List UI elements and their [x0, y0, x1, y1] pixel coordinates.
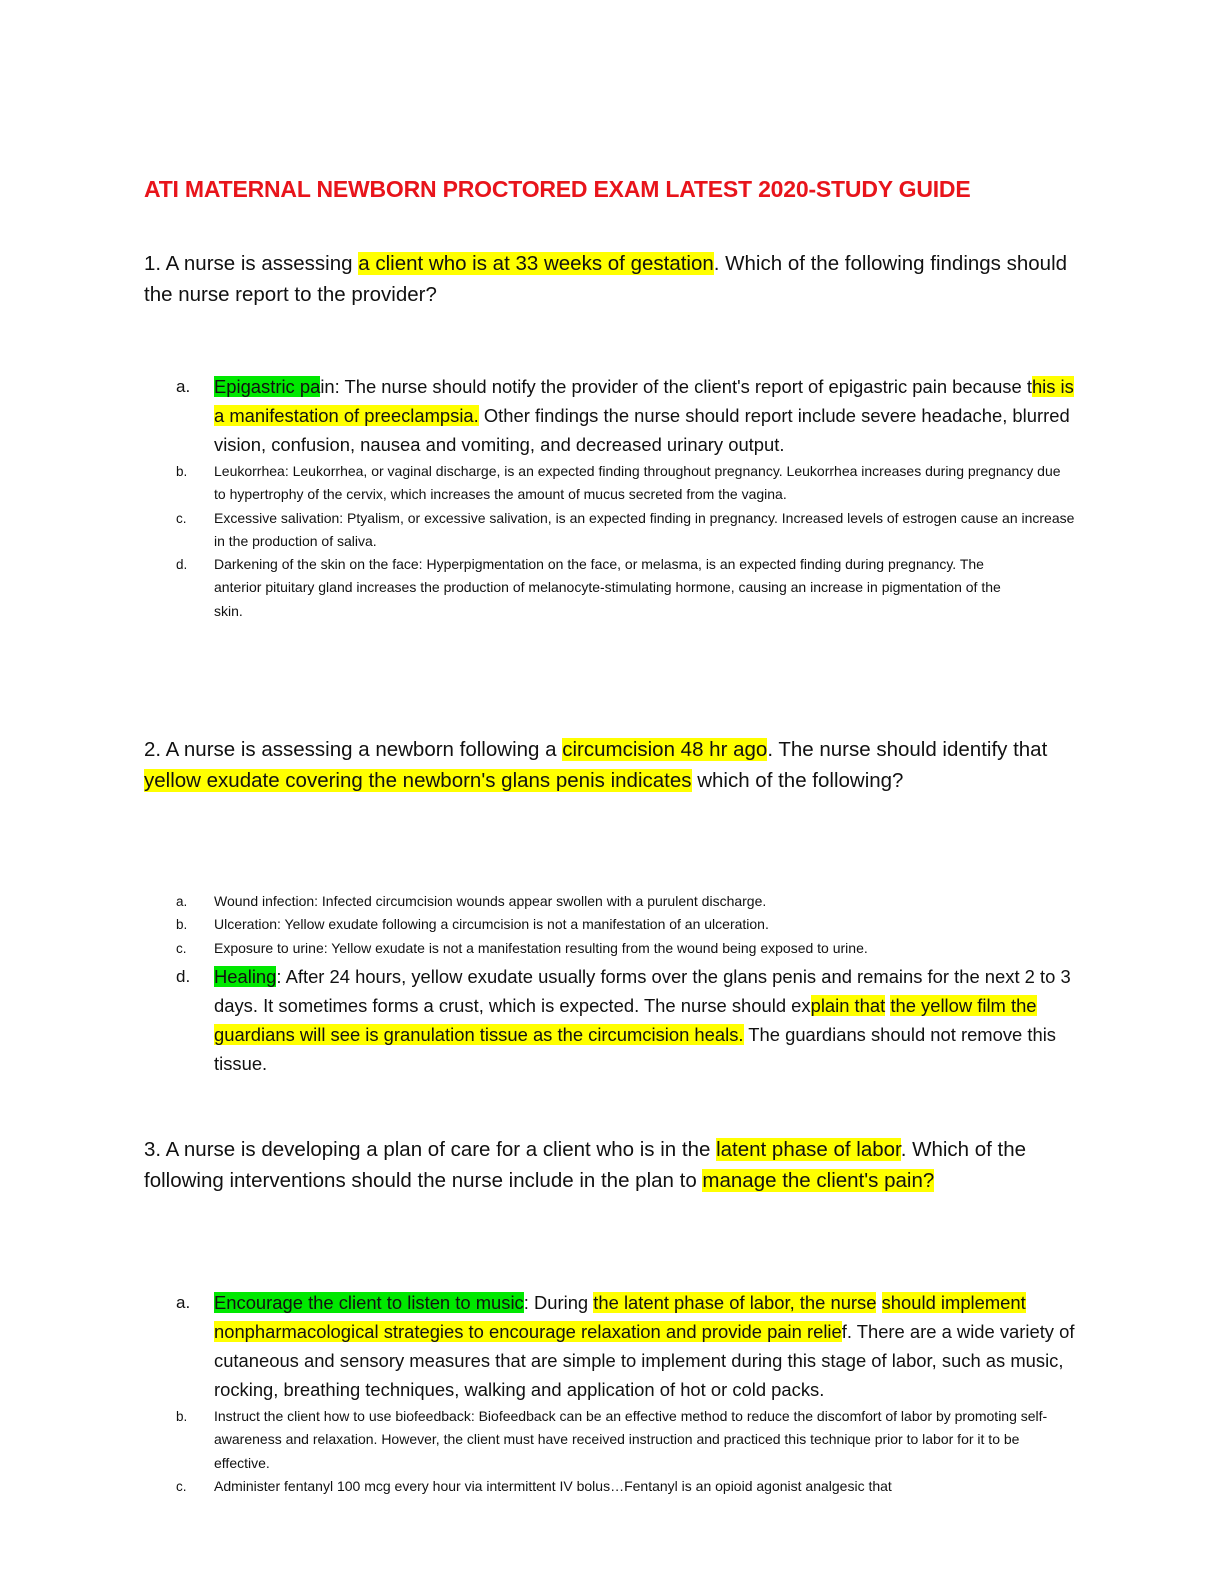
question-3 — [144, 1134, 1074, 1196]
question-2 — [144, 734, 1074, 796]
document-title: ATI MATERNAL NEWBORN PROCTORED EXAM LATEST 2020-STUDY GUIDE — [144, 176, 971, 202]
question-text: . Which of the following findings should the nurse report to the provider? — [144, 252, 1068, 306]
question-1 — [144, 248, 1074, 310]
option-text: in: The nurse should notify the provider of the client's report of epigastric pain because t — [320, 376, 1032, 397]
option-text: : During — [523, 1292, 594, 1313]
option-letter: a. — [176, 1293, 191, 1312]
option-letter: a. — [176, 894, 188, 909]
option-letter: b. — [176, 1409, 188, 1424]
option-2b — [176, 913, 1076, 936]
option-text: Administer fentanyl 100 mcg every hour via intermittent IV bolus…Fentanyl is an opioid agonist analgesic that — [214, 1477, 892, 1494]
option-1b — [176, 460, 1076, 507]
option-text: Darkening of the skin on the face: Hyperpigmentation on the face, or melasma, is an expected finding during pregnancy. The anterior pituitary gland increases the production of melanocyte-stimulating hormone, causing an increase in pigmentation of the skin. — [214, 556, 1001, 619]
option-text: f. There are a wide variety of cutaneous and sensory measures that are simple to implement during this stage of labor, such as music, rocking, breathing techniques, walking and application of hot or cold packs. — [214, 1321, 1075, 1400]
highlighted-text: manage the client's pain? — [702, 1169, 935, 1192]
option-2a — [176, 890, 1076, 913]
highlighted-text: the latent phase of labor, the nurse — [593, 1292, 877, 1313]
option-3c — [176, 1475, 1076, 1498]
highlighted-text: the yellow film the guardians will see is granulation tissue as the circumcision heals. — [214, 994, 1037, 1045]
question-3-options — [176, 1288, 1076, 1498]
option-text: Excessive salivation: Ptyalism, or excessive salivation, is an expected finding in pregnancy. Increased levels of estrogen cause an increase in the production of saliva. — [214, 509, 1075, 549]
correct-answer-highlight: Epigastric pa — [214, 376, 321, 397]
question-2-options — [176, 890, 1076, 1078]
option-letter: c. — [176, 1478, 187, 1494]
option-1d — [176, 553, 1076, 623]
highlighted-text: a client who is at 33 weeks of gestation — [358, 252, 714, 275]
highlighted-text: plain that — [810, 994, 886, 1016]
option-text: Exposure to urine: Yellow exudate is not a manifestation resulting from the wound being exposed to urine. — [214, 939, 868, 956]
option-text: : After 24 hours, yellow exudate usually forms over the glans penis and remains for the next 2 to 3 days. It sometimes forms a crust, which is expected. The nurse should ex — [214, 965, 1071, 1016]
option-text: Wound infection: Infected circumcision wounds appear swollen with a purulent discharge. — [214, 893, 767, 909]
correct-answer-highlight: Encourage the client to listen to music — [214, 1292, 524, 1313]
correct-answer-highlight: Healing — [214, 965, 277, 987]
option-letter: d. — [176, 557, 188, 573]
question-text: which of the following? — [691, 769, 904, 792]
question-text: 3. A nurse is developing a plan of care for a client who is in the — [144, 1138, 717, 1161]
option-text: Ulceration: Yellow exudate following a circumcision is not a manifestation of an ulceration. — [214, 916, 769, 933]
option-letter: d. — [176, 966, 191, 986]
option-letter: b. — [176, 464, 188, 479]
highlighted-text: his is a manifestation of preeclampsia. — [214, 376, 1074, 426]
highlighted-text: should implement nonpharmacological strategies to encourage relaxation and provide pain relie — [214, 1292, 1026, 1342]
option-letter: c. — [176, 940, 187, 956]
option-letter: b. — [176, 917, 188, 933]
question-text: 2. A nurse is assessing a newborn following a — [144, 738, 563, 761]
option-letter: a. — [176, 377, 191, 396]
option-text: Instruct the client how to use biofeedback: Biofeedback can be an effective method to reduce the discomfort of labor by promoting self-awareness and relaxation. However, the client must have received instruction and practiced this technique prior to labor for it to be effective. — [214, 1408, 1048, 1471]
option-text: The guardians should not remove this tissue. — [214, 1023, 1057, 1074]
highlighted-text: circumcision 48 hr ago — [562, 738, 768, 761]
option-letter: c. — [176, 510, 187, 526]
option-text — [876, 1292, 881, 1313]
option-1a — [176, 372, 1076, 459]
option-text: Leukorrhea: Leukorrhea, or vaginal discharge, is an expected finding throughout pregnancy. Leukorrhea increases during pregnancy due to hypertrophy of the cervix, which increases the amount of mucus secreted from the vagina. — [214, 463, 1061, 503]
option-3b — [176, 1405, 1076, 1475]
option-2d — [176, 962, 1076, 1078]
option-1c — [176, 507, 1076, 554]
option-2c — [176, 937, 1076, 960]
highlighted-text: yellow exudate covering the newborn's glans penis indicates — [144, 769, 692, 792]
question-text: . Which of the following interventions should the nurse include in the plan to — [144, 1138, 1027, 1192]
option-3a — [176, 1288, 1076, 1404]
option-text: Other findings the nurse should report include severe headache, blurred vision, confusion, nausea and vomiting, and decreased urinary output. — [214, 405, 1070, 455]
question-1-options — [176, 372, 1076, 623]
question-text: . The nurse should identify that — [767, 738, 1048, 761]
question-text: 1. A nurse is assessing — [144, 252, 359, 275]
highlighted-text: latent phase of labor — [716, 1138, 901, 1161]
